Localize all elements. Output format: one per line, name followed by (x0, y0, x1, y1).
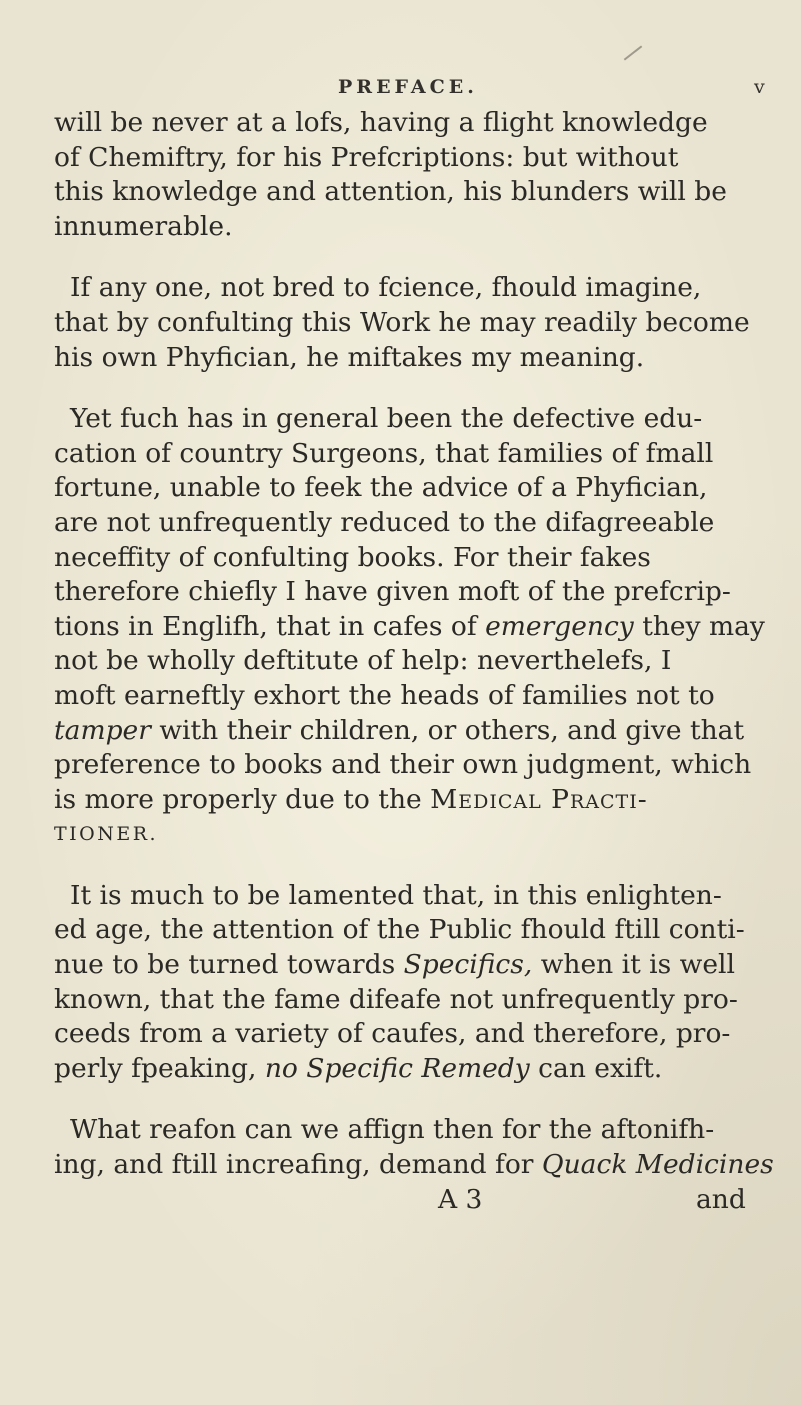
signature-mark: A 3 (438, 1183, 483, 1215)
text-line: this knowledge and attention, his blunders will be (54, 176, 727, 208)
text-run: nue to be turned towards (54, 949, 404, 981)
running-head: PREFACE. (338, 76, 478, 98)
paragraph-4 (54, 879, 760, 1087)
text-line: known, that the fame difeafe not unfrequently pro- (54, 983, 738, 1015)
text-line: that by confulting this Work he may readily become (54, 306, 750, 338)
italic-word: Specifics, (403, 949, 533, 981)
text-line: It is much to be lamented that, in this enlighten- (70, 879, 722, 911)
text-line (54, 783, 760, 818)
text-line (54, 1148, 774, 1183)
italic-phrase: Quack Medicines (541, 1149, 774, 1181)
text-line: ed age, the attention of the Public fhould ftill conti- (54, 914, 745, 946)
paragraph-2 (54, 271, 760, 375)
text-line: of Chemiftry, for his Prefcriptions: but without (54, 141, 679, 173)
text-run: is more properly due to the (54, 783, 431, 815)
italic-word: tamper (54, 714, 151, 746)
text-line: Yet fuch has in general been the defective edu- (70, 403, 703, 435)
text-run: tions in Englifh, that in cafes of (54, 610, 486, 642)
text-line: TIONER. (54, 823, 159, 846)
paragraph-1 (54, 106, 760, 244)
text-line: cation of country Surgeons, that families of fmall (54, 437, 714, 469)
text-line: are not unfrequently reduced to the difagreeable (54, 506, 715, 538)
body-text (54, 106, 774, 1244)
catchword: and (696, 1183, 746, 1215)
text-line: If any one, not bred to fcience, fhould imagine, (70, 272, 702, 304)
italic-phrase: no Specific Remedy (264, 1052, 530, 1084)
paragraph-3 (54, 402, 765, 852)
text-run: when it is well (532, 949, 735, 981)
text-line: neceffity of confulting books. For their fakes (54, 541, 651, 573)
text-line: ceeds from a variety of caufes, and therefore, pro- (54, 1018, 731, 1050)
page-header (0, 76, 801, 104)
text-run: can exift. (529, 1052, 663, 1084)
small-caps-text: Medical Practi- (430, 783, 648, 815)
text-line: moft earneftly exhort the heads of families not to (54, 679, 715, 711)
text-run: ing, and ftill increafing, demand for (54, 1149, 542, 1181)
text-line: his own Phyfician, he miftakes my meaning. (54, 341, 645, 373)
text-line: fortune, unable to feek the advice of a Phyfician, (54, 472, 708, 504)
text-run: they may (633, 610, 765, 642)
text-line (54, 714, 760, 749)
page-number: v (754, 76, 765, 98)
text-line: therefore chiefly I have given moft of the prefcrip- (54, 576, 731, 608)
text-line (54, 610, 765, 645)
text-line (54, 1052, 760, 1087)
paragraph-5 (54, 1113, 774, 1217)
text-line: preference to books and their own judgment, which (54, 749, 752, 781)
italic-word: emergency (485, 610, 634, 642)
footer-line (54, 1183, 760, 1218)
text-line (54, 948, 760, 983)
text-line: not be wholly deftitute of help: neverthelefs, I (54, 645, 672, 677)
text-run: with their children, or others, and give that (150, 714, 745, 746)
text-line: innumerable. (54, 210, 233, 242)
text-line: will be never at a lofs, having a flight knowledge (54, 107, 708, 138)
text-line: What reafon can we affign then for the aftonifh- (70, 1114, 715, 1146)
ink-mark (624, 45, 643, 60)
text-run: perly fpeaking, (54, 1052, 265, 1084)
